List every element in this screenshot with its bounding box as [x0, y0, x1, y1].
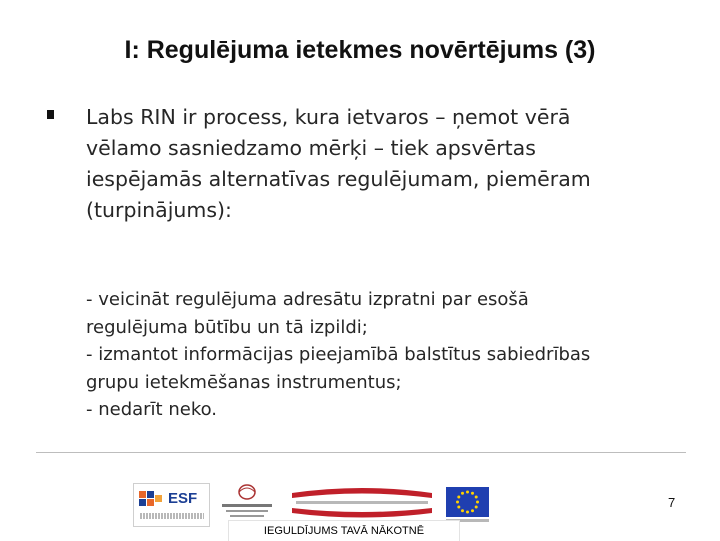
- eu-flag-logo: [446, 487, 489, 517]
- eu-stars-icon: [446, 487, 489, 517]
- bullet-text: [86, 102, 686, 226]
- esf-logo: [133, 483, 210, 527]
- sub-line: grupu ietekmēšanas instrumentus;: [86, 371, 402, 393]
- sub-line: - veicināt regulējuma adresātu izpratni par esošā: [86, 289, 529, 310]
- footer-divider: [36, 452, 686, 453]
- slide-title: I: Regulējuma ietekmes novērtējums (3): [124, 36, 596, 64]
- bullet-line: Labs RIN ir process, kura ietvaros – ņemot vērā: [86, 105, 571, 129]
- sub-line: - nedarīt neko.: [86, 399, 218, 420]
- page-number: 7: [668, 495, 676, 510]
- slogan-text: IEGULDĪJUMS TAVĀ NĀKOTNĒ: [228, 520, 460, 541]
- social-integration-fund-logo: [290, 485, 434, 519]
- sub-line: regulējuma būtību un tā izpildi;: [86, 316, 368, 338]
- sub-line: - izmantot informācijas pieejamībā balstītus sabiedrības: [86, 344, 591, 365]
- bullet-line: (turpinājums):: [86, 198, 232, 222]
- esf-caption-graphic: [140, 513, 204, 519]
- sub-list: [86, 286, 686, 424]
- esf-logo-text: ESF: [168, 490, 198, 507]
- bullet-line: iespējamās alternatīvas regulējumam, piemēram: [86, 167, 591, 191]
- esf-emblem-icon: [137, 487, 171, 513]
- bullet-line: vēlamo sasniedzamo mērķi – tiek apsvērtas: [86, 136, 536, 160]
- bullet-square-icon: [47, 110, 54, 119]
